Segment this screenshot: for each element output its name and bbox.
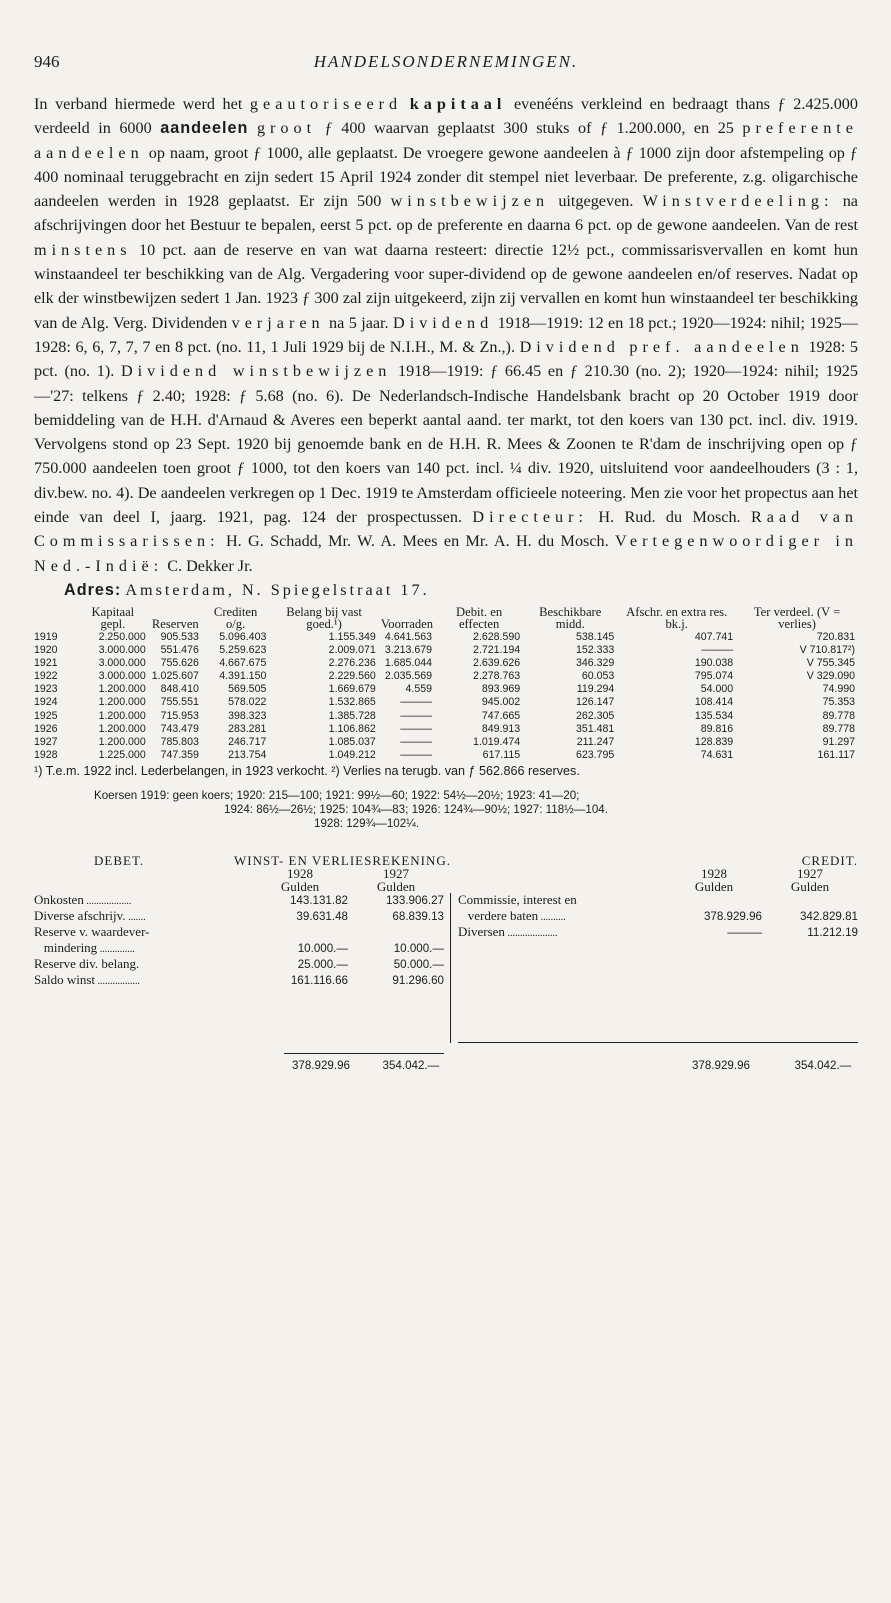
value-1927: 50.000.—: [393, 957, 444, 971]
value-1927: 10.000.—: [393, 941, 444, 955]
table-row: [34, 631, 858, 644]
text-run: 10 pct. aan de reserve en van wat daarna resteert: directie 12½ pct., commissarisvervallen en komt hun winstaandeel ter beschikking van de Alg. Vergadering voor super-dividend op de gewone aandeelen en/of reserves. Nadat op elk der winstbewijzen sedert 1 Jan. 1923 ƒ 300 zal zijn uitgekeerd, zijn zij vervallen en komt hun winstaandeel ter beschikking van de Alg. Verg. Dividenden: [34, 240, 858, 332]
value-cell: 1.385.728: [328, 709, 376, 722]
value-cell: 2.721.194: [473, 644, 521, 657]
value-cell: 126.147: [575, 696, 615, 709]
spaced-term: verjaren: [231, 313, 325, 332]
value-cell: 1.200.000: [98, 696, 146, 709]
value-cell: V 710.817²): [799, 644, 855, 657]
value-cell: 398.323: [228, 709, 267, 722]
value-cell: 2.009.071: [328, 644, 376, 657]
value-cell: 1.532.865: [328, 696, 376, 709]
leader-dots: ..................: [83, 895, 132, 907]
entry-label-text: Reserve v. waardever-: [34, 923, 150, 939]
value-cell: 4.667.675: [219, 657, 267, 670]
address-label: Adres:: [64, 580, 122, 599]
leader-dots: ....................: [504, 927, 558, 939]
value-cell: 2.276.236: [328, 657, 376, 670]
value-cell: 1.200.000: [98, 722, 146, 735]
entry-label: [34, 909, 252, 925]
value-cell: 2.278.763: [473, 670, 521, 683]
debet-side: [34, 867, 444, 989]
column-header: Reserven: [151, 616, 199, 631]
year-cell: 1927: [34, 735, 58, 748]
text-run: na 5 jaar.: [324, 313, 393, 332]
value-cell: 848.410: [160, 683, 199, 696]
unit-label: Gulden: [790, 878, 830, 894]
entry-label: [34, 925, 252, 941]
debet-total-1927: 354.042.—: [382, 1058, 440, 1072]
credit-total-1927: 354.042.—: [794, 1058, 852, 1072]
value-cell: 747.359: [160, 748, 199, 761]
entry-label-text: Diversen: [458, 923, 505, 939]
value-cell: 1.225.000: [98, 748, 146, 761]
entry-label-text: Commissie, interest en: [458, 891, 577, 907]
value-cell: 1.200.000: [98, 683, 146, 696]
value-cell: 1.106.862: [328, 722, 376, 735]
entry-label-text: verdere baten: [458, 907, 539, 923]
value-cell: 905.533: [160, 630, 199, 643]
value-1928: 39.631.48: [296, 909, 348, 923]
value-1928: 161.116.66: [290, 973, 348, 987]
address-line: [64, 578, 858, 602]
value-cell: 1.685.044: [384, 657, 433, 670]
value-cell: 1.200.000: [98, 735, 146, 748]
spaced-term: Dividend: [393, 313, 494, 332]
page-number: 946: [34, 52, 60, 71]
value-cell: 91.297: [822, 735, 855, 748]
value-1927: 342.829.81: [799, 909, 858, 923]
column-header: [34, 606, 77, 631]
table-row: [34, 736, 858, 749]
entry-label-text: Onkosten: [34, 891, 84, 907]
value-cell: 407.741: [694, 630, 734, 643]
page-header: [34, 52, 858, 92]
text-run: 1928: 5 pct. (no. 1).: [34, 337, 858, 381]
entry-label: [458, 909, 666, 925]
entry-label-text: mindering: [34, 939, 98, 955]
text-run: 1918—1919: ƒ 66.45 en ƒ 210.30 (no. 2); 1920—1924: nihil; 1925—'27: telkens ƒ 2.40; 1928: ƒ 5.68 (no. 6). De Nederlandsch-Indische Handelsbank bracht op 20 October 1919 door bemiddeling van de H.H. d'Arnaud & Averes een beperkt aantal aand. ter markt, tot den koers van 130 pct. incl. div. 1919. Vervolgens stond op 23 Sept. 1920 bij genoemde bank en de H.H. R. Mees & Zoonen te R'dam de inschrijving open op ƒ 750.000 aandeelen toen groot ƒ 1000, tot den koers van 140 pct. incl. ¼ div. 1920, uitsluitend voor aandeelhouders (3 : 1, div.bew. no. 4). De aandeelen verkregen op 1 Dec. 1919 te Amsterdam officieele noteering. Men zie voor het propectus aan het einde van deel I, jaarg. 1921, pag. 124 der prospectussen.: [34, 362, 858, 527]
value-cell: 3.000.000: [98, 657, 146, 670]
year-1927: 1927: [383, 865, 409, 881]
debet-total-1928: 378.929.96: [291, 1058, 350, 1072]
value-1928: ———: [727, 925, 762, 939]
credit-entry: [458, 925, 858, 941]
credit-entry: [458, 893, 858, 909]
value-cell: 1.200.000: [98, 709, 146, 722]
profit-loss-account: [34, 852, 858, 1072]
value-1928: 10.000.—: [297, 941, 348, 955]
value-cell: 849.913: [481, 722, 521, 735]
value-cell: ———: [701, 644, 734, 657]
value-cell: 89.816: [700, 722, 734, 735]
account-divider: [450, 893, 451, 1043]
unit-label: Gulden: [376, 878, 416, 894]
entry-label: [34, 941, 252, 957]
spaced-term: Dividend pref. aandeelen: [519, 337, 804, 356]
value-cell: 1.049.212: [328, 748, 376, 761]
value-cell: 5.096.403: [219, 630, 267, 643]
value-cell: 578.022: [228, 696, 267, 709]
value-cell: 2.229.560: [328, 670, 376, 683]
value-cell: 351.481: [575, 722, 615, 735]
leader-dots: ..........: [538, 911, 566, 923]
value-1927: [762, 893, 858, 909]
debet-entry: [34, 973, 444, 989]
value-cell: 128.839: [694, 735, 734, 748]
value-cell: 75.353: [822, 696, 855, 709]
spaced-term: Raad van Commissarissen:: [34, 508, 858, 551]
column-header: Kapitaal gepl.: [91, 604, 135, 631]
column-header: Belang bij vast goed.¹): [286, 604, 362, 631]
debet-entry: [34, 909, 444, 925]
table-row: [34, 683, 858, 696]
debet-entry: [34, 957, 444, 973]
debet-totals: [264, 1059, 444, 1072]
value-cell: V 329.090: [806, 670, 855, 683]
share-prices: [94, 789, 858, 831]
value-cell: 785.803: [160, 735, 199, 748]
credit-label: CREDIT.: [801, 852, 858, 868]
year-cell: 1920: [34, 644, 58, 657]
text-run: H. Rud. du Mosch.: [588, 508, 751, 527]
year-cell: 1923: [34, 683, 58, 696]
table-body: [34, 631, 858, 762]
table-row: [34, 723, 858, 736]
value-cell: 161.117: [817, 748, 855, 761]
value-1927: 11.212.19: [807, 925, 858, 939]
bold-term-aandeelen: aandeelen: [160, 119, 249, 138]
value-cell: 945.002: [481, 696, 521, 709]
text-run: na afschrijvingen door het Bestuur te bepalen, eerst 5 pct. op de preferente en daarna 6 pct. op de gewone aandeelen. Van de rest: [34, 192, 858, 235]
value-cell: V 755.345: [806, 657, 855, 670]
value-cell: 5.259.623: [219, 644, 267, 657]
value-cell: 89.778: [822, 722, 855, 735]
table-row: [34, 670, 858, 683]
table-footnote: ¹) T.e.m. 1922 incl. Lederbelangen, in 1923 verkocht. ²) Verlies na terugb. van ƒ 562.866 reserves.: [34, 763, 580, 778]
value-cell: 893.969: [481, 683, 521, 696]
text-run: [402, 95, 410, 113]
value-1927: 133.906.27: [385, 893, 444, 907]
table-header-row: [34, 606, 858, 631]
credit-entry: [458, 909, 858, 925]
value-cell: ———: [400, 696, 433, 709]
value-cell: 74.990: [822, 683, 855, 696]
credit-total-1928: 378.929.96: [691, 1058, 750, 1072]
value-cell: 715.953: [160, 709, 199, 722]
column-header: Ter verdeel. (V = verlies): [753, 604, 841, 631]
debet-entry: [34, 941, 444, 957]
value-cell: 2.250.000: [98, 630, 146, 643]
value-cell: 213.754: [228, 748, 267, 761]
spaced-term: winstbewijzen: [390, 192, 550, 211]
table-row: [34, 657, 858, 670]
value-cell: 211.247: [576, 735, 615, 748]
value-cell: 551.476: [160, 644, 199, 657]
debet-entry: [34, 893, 444, 909]
value-1927: 91.296.60: [392, 973, 444, 987]
credit-total-rule: [458, 1042, 858, 1043]
spaced-term: geautoriseerd: [249, 95, 403, 113]
entry-label: [34, 893, 252, 909]
value-cell: 152.333: [575, 644, 615, 657]
value-cell: 89.778: [822, 709, 855, 722]
value-cell: 569.505: [228, 683, 267, 696]
value-cell: 3.000.000: [98, 644, 146, 657]
value-cell: 2.628.590: [473, 630, 521, 643]
value-cell: 747.665: [481, 709, 521, 722]
spaced-term: minstens: [34, 240, 132, 259]
value-cell: 743.479: [160, 722, 199, 735]
table-row: [34, 644, 858, 657]
entry-label: [34, 973, 252, 989]
table-row: [34, 710, 858, 723]
entry-label: [458, 925, 666, 941]
share-prices-line-2: 1924: 86½—26½; 1925: 104¾—83; 1926: 124¾—90½; 1927: 118½—104.: [224, 802, 608, 816]
value-cell: 4.641.563: [384, 630, 433, 643]
column-header: Crediten o/g.: [213, 604, 258, 631]
column-header: Voorraden: [380, 616, 434, 631]
value-cell: 617.115: [482, 748, 521, 761]
value-cell: 1.669.679: [328, 683, 376, 696]
text-run: evenééns verkleind en bedraagt thans ƒ 2.425.000 verdeeld in 6000: [34, 95, 858, 138]
text-run: In verband hiermede werd het: [34, 95, 250, 113]
account-title: WINST- EN VERLIESREKENING.: [234, 852, 452, 868]
value-cell: 755.626: [160, 657, 199, 670]
column-header: Debit. en effecten: [456, 604, 503, 631]
unit-label: Gulden: [694, 878, 734, 894]
value-cell: ———: [400, 722, 433, 735]
year-cell: 1919: [34, 630, 58, 643]
value-cell: 74.631: [700, 748, 734, 761]
value-cell: 246.717: [228, 735, 267, 748]
value-1928: [666, 893, 762, 909]
value-cell: ———: [400, 748, 433, 761]
leader-dots: ..............: [97, 943, 135, 955]
spaced-term: groot: [256, 119, 317, 138]
entry-label: [458, 893, 666, 909]
credit-totals: [652, 1059, 858, 1072]
value-cell: 54.000: [700, 683, 734, 696]
page: [34, 52, 858, 1072]
text-run: H. G. Schadd, Mr. W. A. Mees en Mr. A. H. du Mosch.: [219, 532, 615, 551]
text-run: uitgegeven.: [549, 192, 643, 211]
value-cell: 623.795: [575, 748, 615, 761]
spaced-term: Dividend winstbewijzen: [120, 362, 392, 381]
value-1927: [348, 925, 444, 941]
value-cell: 190.038: [694, 657, 734, 670]
value-cell: 119.294: [576, 683, 615, 696]
year-row: [34, 867, 444, 880]
value-cell: 795.074: [694, 670, 734, 683]
text-run: [248, 119, 257, 137]
year-cell: 1926: [34, 722, 58, 735]
value-1928: 378.929.96: [703, 909, 762, 923]
column-header: Afschr. en extra res. bk.j.: [626, 604, 728, 631]
text-run: 1918—1919: 12 en 18 pct.; 1920—1924: nihil; 1925—1928: 6, 6, 7, 7, 7 en 8 pct. (no. 11, 1 Juli 1929 bij de N.I.H., M. & Zn.,).: [34, 313, 858, 356]
value-cell: 4.559: [405, 683, 433, 696]
value-1928: 143.131.82: [289, 893, 348, 907]
text-run: op naam, groot ƒ 1000, alle geplaatst. De vroegere gewone aandeelen à ƒ 1000 zijn door afstempeling op ƒ 400 nominaal teruggebracht en zijn sedert 15 April 1924 zonder dit stempel niet leverbaar. De preferente, z.g. oligarchische aandeelen werden in 1928 geplaatst. Er zijn 500: [34, 143, 858, 211]
debet-entry: [34, 925, 444, 941]
year-cell: 1925: [34, 709, 58, 722]
value-cell: 3.000.000: [98, 670, 146, 683]
value-cell: 1.155.349: [328, 630, 376, 643]
value-cell: 1.019.474: [473, 735, 521, 748]
share-prices-line-3: 1928: 129¾—102¼.: [314, 816, 420, 830]
column-header: Beschikbare midd.: [539, 604, 602, 631]
year-1928: 1928: [287, 865, 313, 881]
value-cell: ———: [400, 709, 433, 722]
spaced-term: preferente aandeelen: [34, 119, 858, 162]
value-cell: 60.053: [581, 670, 615, 683]
value-cell: 346.329: [575, 657, 615, 670]
unit-label: Gulden: [280, 878, 320, 894]
value-cell: ———: [400, 735, 433, 748]
spaced-term: Directeur:: [472, 508, 588, 527]
value-cell: 262.305: [575, 709, 615, 722]
value-cell: 135.534: [694, 709, 734, 722]
year-1927: 1927: [797, 865, 823, 881]
spaced-term: Winstverdeeling:: [642, 192, 834, 211]
entry-label-text: Diverse afschrijv.: [34, 907, 126, 923]
entry-label-text: Saldo winst: [34, 971, 96, 987]
value-cell: 1.085.037: [328, 735, 376, 748]
entry-label-text: Reserve div. belang.: [34, 955, 140, 971]
company-description: [34, 92, 858, 578]
share-prices-line-1: Koersen 1919: geen koers; 1920: 215—100; 1921: 99½—60; 1922: 54½—20½; 1923: 41—20;: [94, 788, 580, 802]
debet-label: DEBET.: [94, 852, 145, 868]
value-cell: 108.414: [694, 696, 734, 709]
value-cell: 755.551: [160, 696, 199, 709]
year-cell: 1928: [34, 748, 58, 761]
financial-statistics-table: [34, 606, 858, 762]
value-1928: 25.000.—: [297, 957, 348, 971]
year-row: [458, 867, 858, 880]
leader-dots: .......: [125, 911, 146, 923]
value-1927: 68.839.13: [392, 909, 444, 923]
value-cell: 538.145: [575, 630, 615, 643]
value-cell: 720.831: [816, 630, 855, 643]
year-1928: 1928: [701, 865, 727, 881]
leader-dots: .................: [95, 975, 141, 987]
text-run: C. Dekker Jr.: [163, 556, 253, 575]
table-row: [34, 696, 858, 709]
text-run: ƒ 400 waarvan geplaatst 300 stuks of ƒ 1.200.000, en 25: [316, 119, 743, 138]
value-cell: 2.035.569: [384, 670, 433, 683]
value-cell: 1.025.607: [151, 670, 199, 683]
spaced-term: Vertegenwoordiger in Ned.-Indië:: [34, 532, 858, 575]
value-cell: 3.213.679: [384, 644, 433, 657]
year-cell: 1921: [34, 657, 58, 670]
debet-total-rule: [284, 1053, 444, 1054]
value-cell: 283.281: [228, 722, 267, 735]
entry-label: [34, 957, 252, 973]
table-row: [34, 749, 858, 762]
address-value: Amsterdam, N. Spiegelstraat 17.: [125, 580, 430, 599]
year-cell: 1924: [34, 696, 58, 709]
running-title: HANDELSONDERNEMINGEN.: [313, 52, 579, 71]
value-1928: [252, 925, 348, 941]
spaced-term-kapitaal: kapitaal: [409, 95, 507, 113]
unit-row: [34, 880, 444, 893]
year-cell: 1922: [34, 670, 58, 683]
credit-side: [458, 867, 858, 941]
value-cell: 2.639.626: [473, 657, 521, 670]
value-cell: 4.391.150: [219, 670, 267, 683]
